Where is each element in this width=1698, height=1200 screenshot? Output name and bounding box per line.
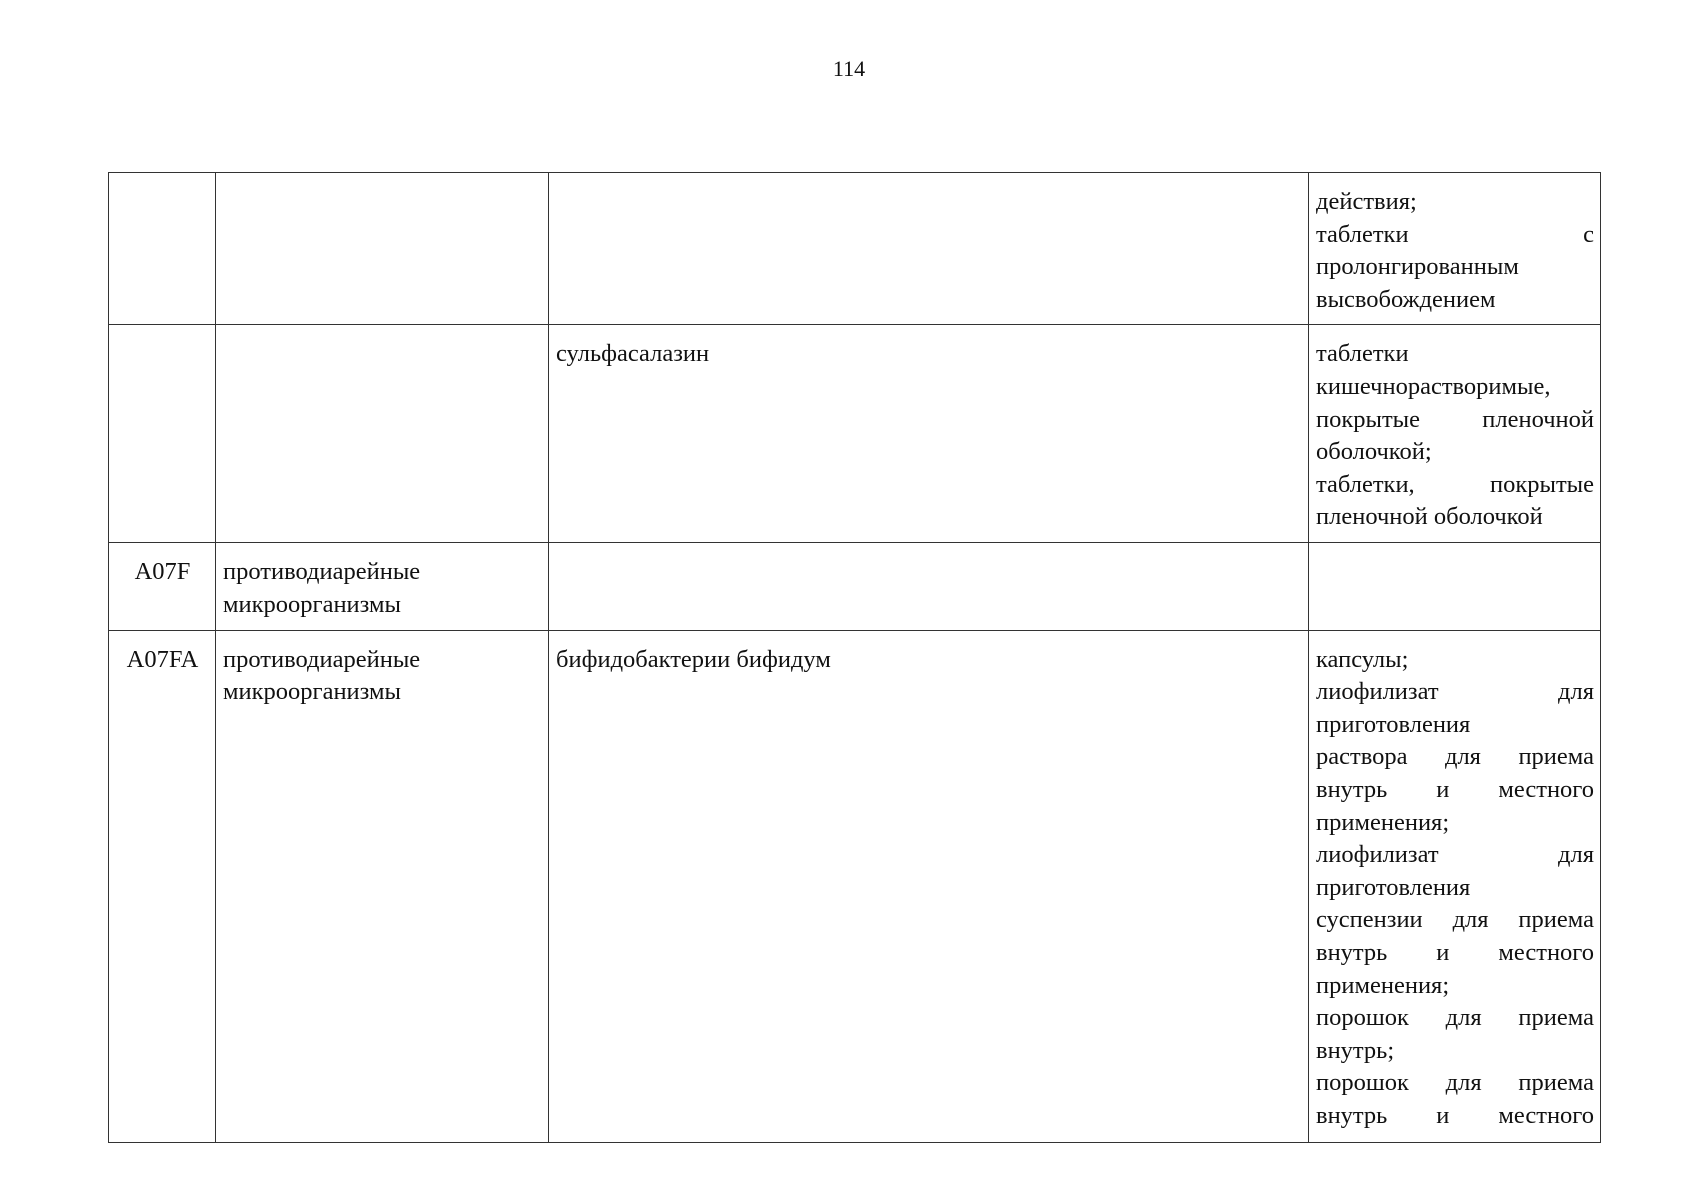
dosage-form-line: оболочкой;: [1316, 438, 1432, 466]
dosage-form-line: действия;: [1316, 188, 1417, 215]
dosage-form-line: порошок для приема: [1316, 1069, 1594, 1097]
atc-code-cell: [109, 543, 216, 630]
atc-code-cell: [109, 325, 216, 543]
dosage-form-line: применения;: [1316, 808, 1450, 836]
dosage-form-line: таблетки: [1316, 340, 1409, 368]
group-cell: [216, 543, 549, 630]
drug-cell: [549, 630, 1309, 1142]
dosage-form-line: пролонгированным: [1316, 253, 1519, 281]
dosage-form-line: покрытые пленочной: [1316, 405, 1594, 433]
dosage-form-line: применения;: [1316, 971, 1450, 999]
medication-table: [108, 172, 1601, 1143]
drug-name: сульфасалазин: [556, 340, 710, 368]
dosage-form-cell: [1309, 630, 1601, 1142]
dosage-form-line: высвобождением: [1316, 285, 1496, 313]
table-row: [109, 173, 1601, 325]
group-name-line: микроорганизмы: [223, 678, 401, 706]
dosage-form-line: лиофилизат для: [1316, 678, 1594, 706]
dosage-form-line: кишечнорастворимые,: [1316, 372, 1551, 400]
dosage-form-line: внутрь и местного: [1316, 775, 1594, 803]
drug-name: бифидобактерии бифидум: [556, 645, 831, 673]
dosage-form-line: приготовления: [1316, 873, 1471, 901]
group-cell: [216, 325, 549, 543]
dosage-form-line: пленочной оболочкой: [1316, 503, 1543, 531]
table-row: [109, 325, 1601, 543]
group-name-line: противодиарейные: [223, 558, 421, 586]
table-body: [109, 173, 1601, 1143]
dosage-form-line: суспензии для приема: [1316, 906, 1594, 934]
table-row: [109, 630, 1601, 1142]
dosage-form-cell: [1309, 543, 1601, 630]
dosage-form-line: внутрь и местного: [1316, 1101, 1594, 1129]
atc-code: A07F: [134, 558, 191, 586]
dosage-form-line: приготовления: [1316, 710, 1471, 738]
dosage-form-cell: [1309, 325, 1601, 543]
dosage-form-line: таблетки с: [1316, 220, 1594, 248]
group-name-line: противодиарейные: [223, 645, 421, 673]
atc-code-cell: [109, 630, 216, 1142]
dosage-form-cell: [1309, 173, 1601, 325]
drug-cell: [549, 325, 1309, 543]
dosage-form-line: раствора для приема: [1316, 743, 1594, 771]
dosage-form-line: таблетки, покрытые: [1316, 470, 1594, 498]
dosage-form-line: порошок для приема: [1316, 1004, 1594, 1032]
page-number: 114: [832, 56, 866, 81]
group-cell: [216, 173, 549, 325]
group-name-line: микроорганизмы: [223, 590, 401, 618]
drug-cell: [549, 543, 1309, 630]
dosage-form-line: внутрь и местного: [1316, 938, 1594, 966]
dosage-form-line: внутрь;: [1316, 1036, 1395, 1064]
drug-cell: [549, 173, 1309, 325]
dosage-form-line: капсулы;: [1316, 645, 1409, 673]
atc-code-cell: [109, 173, 216, 325]
dosage-form-line: лиофилизат для: [1316, 841, 1594, 869]
atc-code: A07FA: [126, 645, 199, 673]
table-row: [109, 543, 1601, 630]
group-cell: [216, 630, 549, 1142]
